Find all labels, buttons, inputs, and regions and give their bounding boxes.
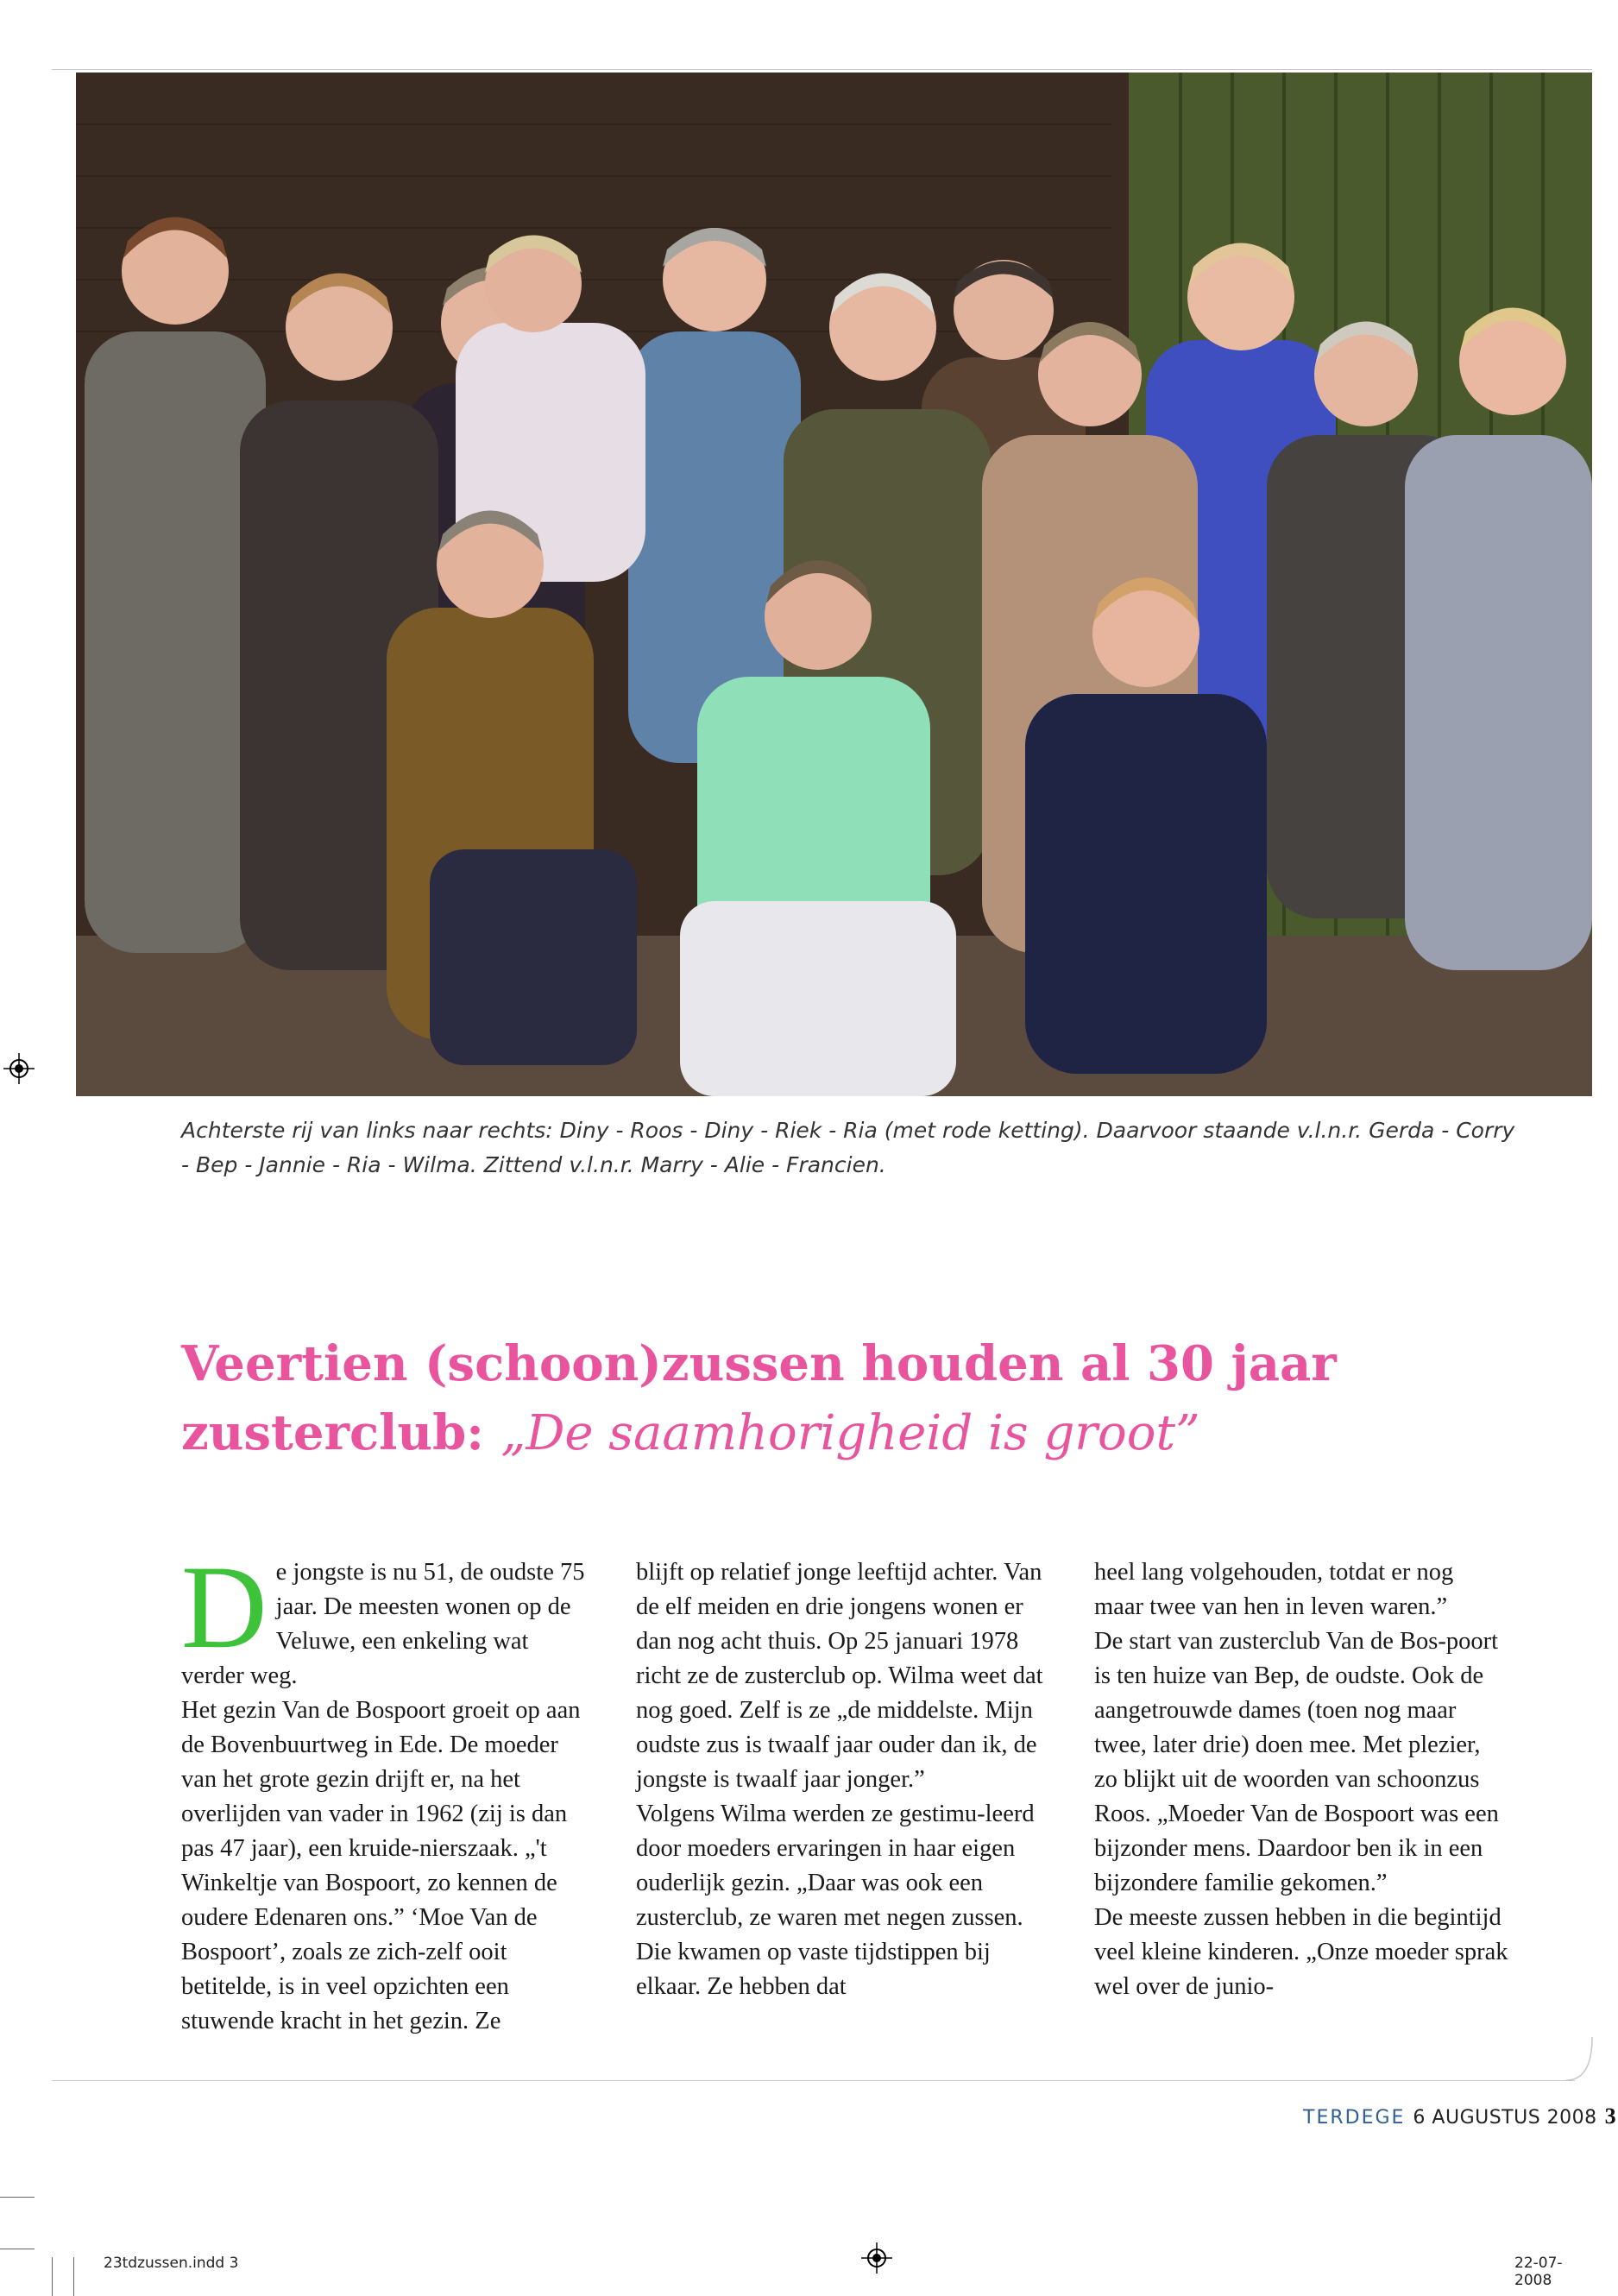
crop-mark xyxy=(0,2197,35,2198)
slug-date: 22-07-2008 xyxy=(1514,2255,1563,2289)
issue-date: 6 AUGUSTUS 2008 xyxy=(1413,2107,1597,2129)
headline xyxy=(181,1329,1476,1468)
headline-text: Veertien (schoon)zussen houden al 30 jaar zusterclub: xyxy=(181,1335,1337,1461)
registration-mark-icon xyxy=(2,1051,36,1086)
bottom-rule xyxy=(52,2080,1575,2081)
group-photo xyxy=(76,73,1592,1096)
article-column-3 xyxy=(1094,1555,1508,2004)
drop-cap: D xyxy=(181,1541,268,1673)
paragraph: De start van zusterclub Van de Bos-poort is ten huize van Bep, de oudste. Ook de aangetrouwde dames (toen nog maar twee, later drie) doen mee. Met plezier, zo blijkt uit de woorden van schoonzus Roos. „Moeder Van de Bospoort was een bijzonder mens. Daardoor ben ik in een bijzondere familie gekomen.” xyxy=(1094,1628,1499,1896)
page-footer xyxy=(1303,2104,1618,2129)
crop-mark xyxy=(52,2257,53,2296)
top-rule xyxy=(52,69,1592,70)
photo-caption: Achterste rij van links naar rechts: Diny - Roos - Diny - Riek - Ria (met rode ketting). Daarvoor staande v.l.n.r. Gerda - Corry - Bep - Jannie - Ria - Wilma. Zittend v.l.n.r. Marry - Alie - Francien. xyxy=(181,1118,1515,1177)
paragraph: blijft op relatief jonge leeftijd achter. Van de elf meiden en drie jongens wonen er dan nog acht thuis. Op 25 januari 1978 richt ze de zusterclub op. Wilma weet dat nog goed. Zelf is ze „de middelste. Mijn oudste zus is twaalf jaar ouder dan ik, de jongste is twaalf jaar jonger.” xyxy=(636,1559,1043,1793)
slug-filename: 23tdzussen.indd 3 xyxy=(104,2255,239,2272)
headline-quote: „De saamhorigheid is groot” xyxy=(501,1405,1200,1461)
magazine-name: TERDEGE xyxy=(1303,2107,1406,2129)
crop-mark xyxy=(73,2257,74,2296)
rule-corner xyxy=(1566,2037,1592,2080)
page-number: 3 xyxy=(1604,2104,1618,2129)
paragraph: e jongste is nu 51, de oudste 75 jaar. De meesten wonen op de Veluwe, een enkeling wat verder weg. xyxy=(181,1559,585,1689)
paragraph: Volgens Wilma werden ze gestimu-leerd door moeders ervaringen in haar eigen ouderlijk gezin. „Daar was ook een zusterclub, ze waren met negen zussen. Die kwamen op vaste tijdstippen bij elkaar. Ze hebben dat xyxy=(636,1801,1035,2000)
article-column-2 xyxy=(636,1555,1050,2004)
registration-mark-icon xyxy=(859,2241,894,2275)
article-column-1 xyxy=(181,1541,595,2039)
paragraph: De meeste zussen hebben in die begintijd veel kleine kinderen. „Onze moeder sprak wel over de junio- xyxy=(1094,1904,1508,2000)
paragraph: heel lang volgehouden, totdat er nog maar twee van hen in leven waren.” xyxy=(1094,1559,1454,1620)
seated-row-people xyxy=(387,511,1267,1097)
paragraph: Het gezin Van de Bospoort groeit op aan de Bovenbuurtweg in Ede. De moeder van het grote gezin drijft er, na het overlijden van vader in 1962 (zij is dan pas 47 jaar), een kruide-nierszaak. „'t Winkeltje van Bospoort, zo kennen de oudere Edenaren ons.” ‘Moe Van de Bospoort’, zoals ze zich-zelf ooit betitelde, is in veel opzichten een stuwende kracht in het gezin. Ze xyxy=(181,1697,581,2034)
